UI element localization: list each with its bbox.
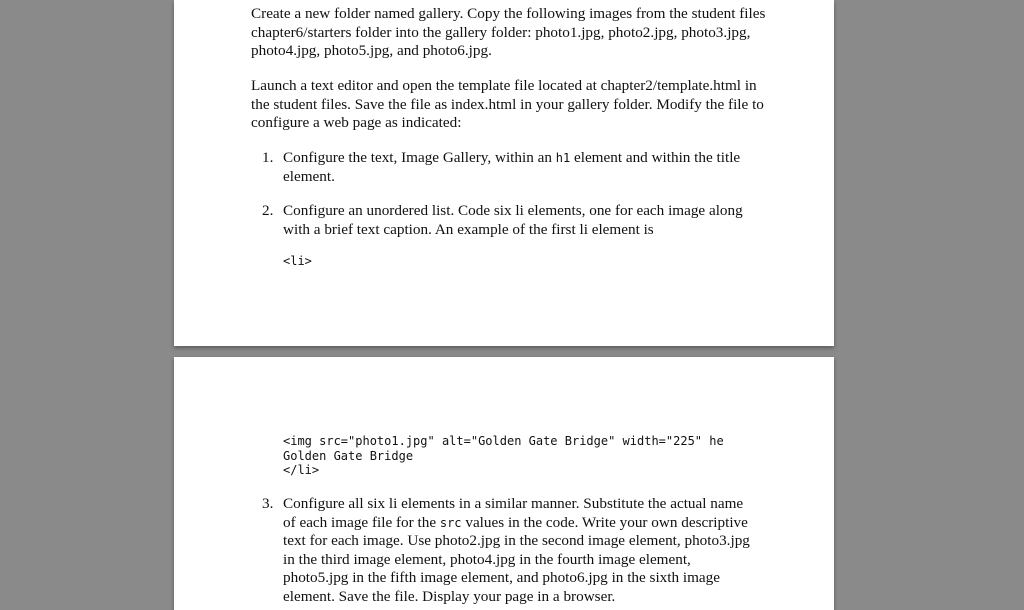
- code-li-close: </li>: [283, 463, 320, 477]
- list-item-1-text: [283, 149, 753, 186]
- list-item-1-text-before: Configure the text, Image Gallery, within an: [283, 149, 556, 166]
- list-item-3-text: [283, 495, 753, 606]
- list-item-number-3: 3.: [262, 495, 274, 512]
- paragraph-create-folder: Create a new folder named gallery. Copy the following images from the student files chapter6/starters folder into the gallery folder: photo1.jpg, photo2.jpg, photo3.jpg, photo4.jpg, photo5.jpg, and photo6.jpg.: [251, 5, 766, 59]
- list-item-1-text-after: element and within the title element.: [283, 149, 741, 185]
- list-item-3-text-before: Configure all six li elements in a similar manner. Substitute the actual name of each image file for the: [283, 495, 744, 531]
- list-item-number-1: 1.: [262, 149, 274, 166]
- inline-code-src: src: [439, 515, 462, 530]
- list-item-number-2: 2.: [262, 202, 274, 219]
- inline-code-h1: h1: [555, 151, 571, 165]
- code-li-open: <li>: [283, 254, 312, 268]
- document-page-2: [174, 357, 834, 610]
- document-page-1: [174, 0, 834, 346]
- paragraph-launch-editor: Launch a text editor and open the template file located at chapter2/template.html in the student files. Save the file as index.html in your gallery folder. Modify the file to configure a web page as indicated:: [251, 77, 764, 131]
- code-img-line: <img src="photo1.jpg" alt="Golden Gate Bridge" width="225" he: [283, 434, 724, 448]
- code-caption-line: Golden Gate Bridge: [283, 448, 414, 463]
- list-item-2-text: Configure an unordered list. Code six li elements, one for each image along with a brief text caption. An example of the first li element is: [283, 202, 743, 238]
- list-item-3-text-after: values in the code. Write your own descriptive text for each image. Use photo2.jpg in the second image element, photo3.jpg in the third image element, photo4.jpg in the fourth image element, photo5.jpg in the fifth image element, and photo6.jpg in the sixth image element. Save the file. Display your page in a browser.: [283, 513, 750, 605]
